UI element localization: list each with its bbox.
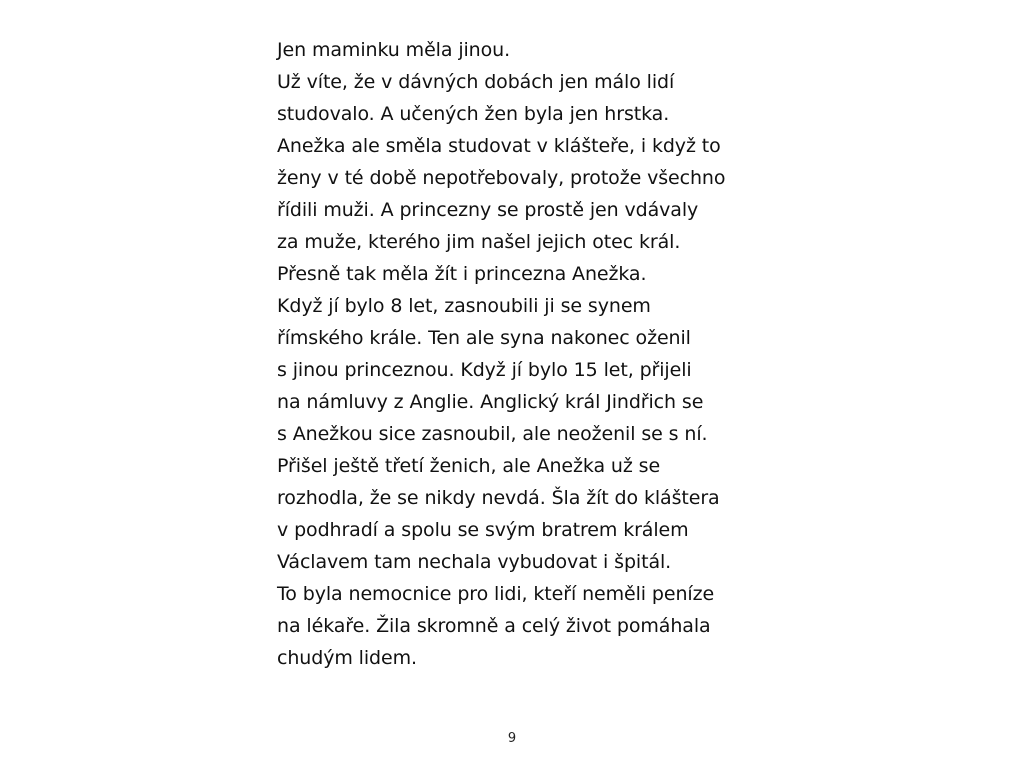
text-line: Jen maminku měla jinou. — [277, 39, 511, 61]
text-line: za muže, kterého jim našel jejich otec král. — [277, 231, 681, 253]
text-line: ženy v té době nepotřebovaly, protože všechno — [277, 167, 726, 189]
text-line: v podhradí a spolu se svým bratrem králem — [277, 519, 689, 541]
text-line: Když jí bylo 8 let, zasnoubili ji se synem — [277, 295, 651, 317]
text-line: Václavem tam nechala vybudovat i špitál. — [277, 551, 672, 573]
text-line: řídili muži. A princezny se prostě jen vdávaly — [277, 199, 699, 221]
text-line: s Anežkou sice zasnoubil, ale neoženil se s ní. — [277, 423, 708, 445]
text-line: na lékaře. Žila skromně a celý život pomáhala — [277, 615, 711, 637]
text-line: římského krále. Ten ale syna nakonec oženil — [277, 327, 691, 349]
text-line: Přesně tak měla žít i princezna Anežka. — [277, 263, 647, 285]
text-line: Už víte, že v dávných dobách jen málo lidí — [277, 71, 675, 93]
text-line: Anežka ale směla studovat v klášteře, i když to — [277, 135, 721, 157]
text-line: rozhodla, že se nikdy nevdá. Šla žít do kláštera — [277, 487, 720, 509]
text-line: Přišel ještě třetí ženich, ale Anežka už se — [277, 455, 661, 477]
text-line: na námluvy z Anglie. Anglický král Jindřich se — [277, 391, 704, 413]
text-line: studovalo. A učených žen byla jen hrstka. — [277, 103, 670, 125]
text-line: chudým lidem. — [277, 647, 417, 669]
text-line: To byla nemocnice pro lidi, kteří neměli peníze — [277, 583, 715, 605]
body-text — [277, 34, 797, 674]
text-line: s jinou princeznou. Když jí bylo 15 let, přijeli — [277, 359, 692, 381]
page-number: 9 — [507, 731, 517, 746]
